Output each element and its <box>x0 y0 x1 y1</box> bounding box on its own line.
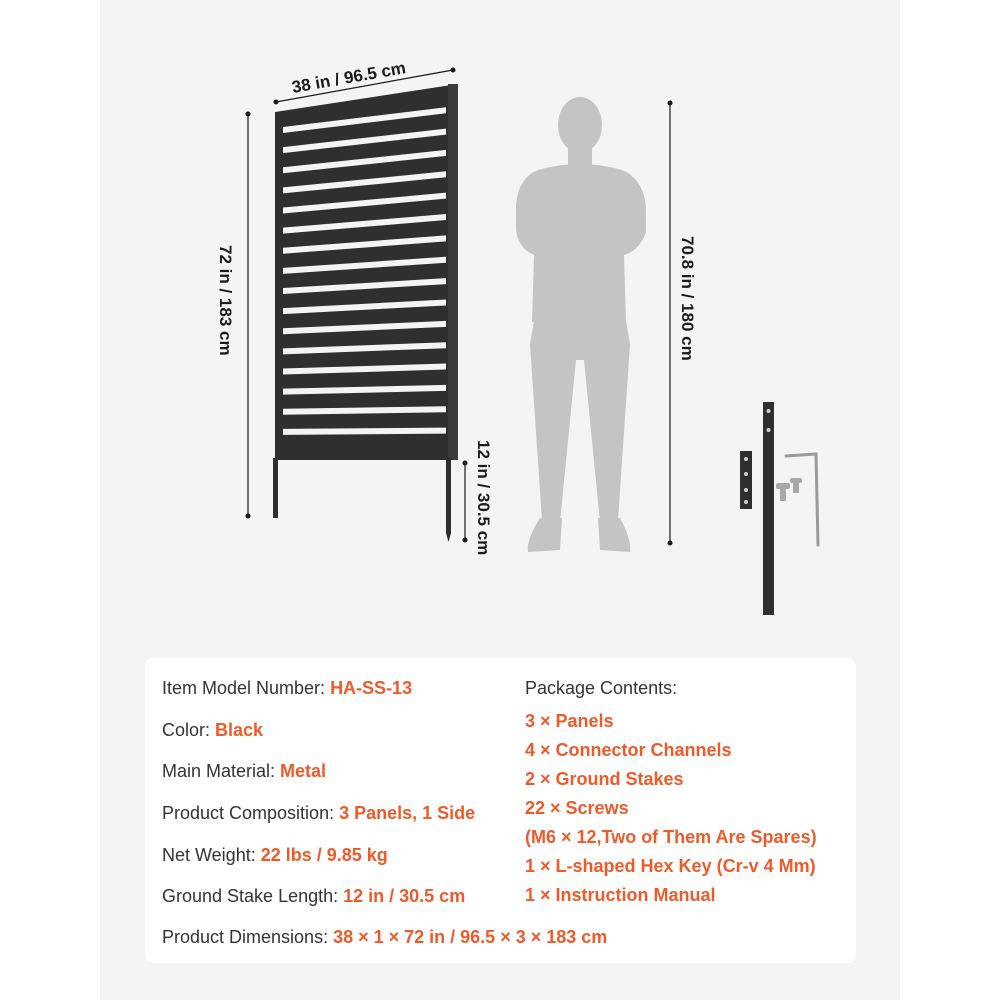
package-item: (M6 × 12,Two of Them Are Spares) <box>525 827 817 847</box>
package-item: 1 × Instruction Manual <box>525 885 716 905</box>
spec-line <box>162 720 263 741</box>
ground-stake-left <box>273 458 278 518</box>
spec-value: 12 in / 30.5 cm <box>343 886 466 906</box>
screws <box>776 478 802 501</box>
fence-panel <box>273 84 458 542</box>
spec-line <box>162 927 607 948</box>
spec-label: Product Composition: <box>162 803 340 823</box>
spec-line <box>162 761 326 782</box>
connector-channel <box>763 402 774 615</box>
package-item: 2 × Ground Stakes <box>525 769 684 789</box>
spec-line <box>162 845 388 866</box>
spec-value: 38 × 1 × 72 in / 96.5 × 3 × 183 cm <box>333 927 608 947</box>
stake-length-label: 12 in / 30.5 cm <box>474 440 493 556</box>
ground-stake-right <box>446 458 451 533</box>
hex-key <box>786 454 818 545</box>
spec-card <box>145 658 856 963</box>
bracket-plate <box>740 451 752 509</box>
package-contents-title: Package Contents: <box>525 678 678 698</box>
package-item: 3 × Panels <box>525 711 614 731</box>
package-item: 4 × Connector Channels <box>525 740 732 760</box>
person-height-label: 70.8 in / 180 cm <box>678 236 697 361</box>
package-item: 22 × Screws <box>525 798 629 818</box>
spec-value: HA-SS-13 <box>330 678 413 698</box>
spec-value: 22 lbs / 9.85 kg <box>260 845 388 865</box>
spec-label: Main Material: <box>162 761 281 781</box>
width-label: 38 in / 96.5 cm <box>290 58 408 97</box>
spec-label: Net Weight: <box>162 845 261 865</box>
person-height-dimension <box>668 101 698 546</box>
spec-label: Item Model Number: <box>162 678 331 698</box>
spec-line <box>162 803 475 824</box>
spec-line <box>162 678 412 699</box>
package-contents-list <box>525 707 817 910</box>
person-silhouette <box>516 97 646 552</box>
panel-slat-gap <box>283 428 446 435</box>
spec-value: Black <box>215 720 264 740</box>
panel-height-dimension <box>216 112 251 519</box>
package-item: 1 × L-shaped Hex Key (Cr-v 4 Mm) <box>525 856 816 876</box>
spec-label: Ground Stake Length: <box>162 886 344 906</box>
spec-value: Metal <box>280 761 327 781</box>
stake-length-dimension <box>463 440 494 555</box>
panel-height-label: 72 in / 183 cm <box>216 245 235 356</box>
spec-label: Product Dimensions: <box>162 927 334 947</box>
spec-label: Color: <box>162 720 216 740</box>
spec-line <box>162 886 465 907</box>
spec-value: 3 Panels, 1 Side <box>339 803 476 823</box>
